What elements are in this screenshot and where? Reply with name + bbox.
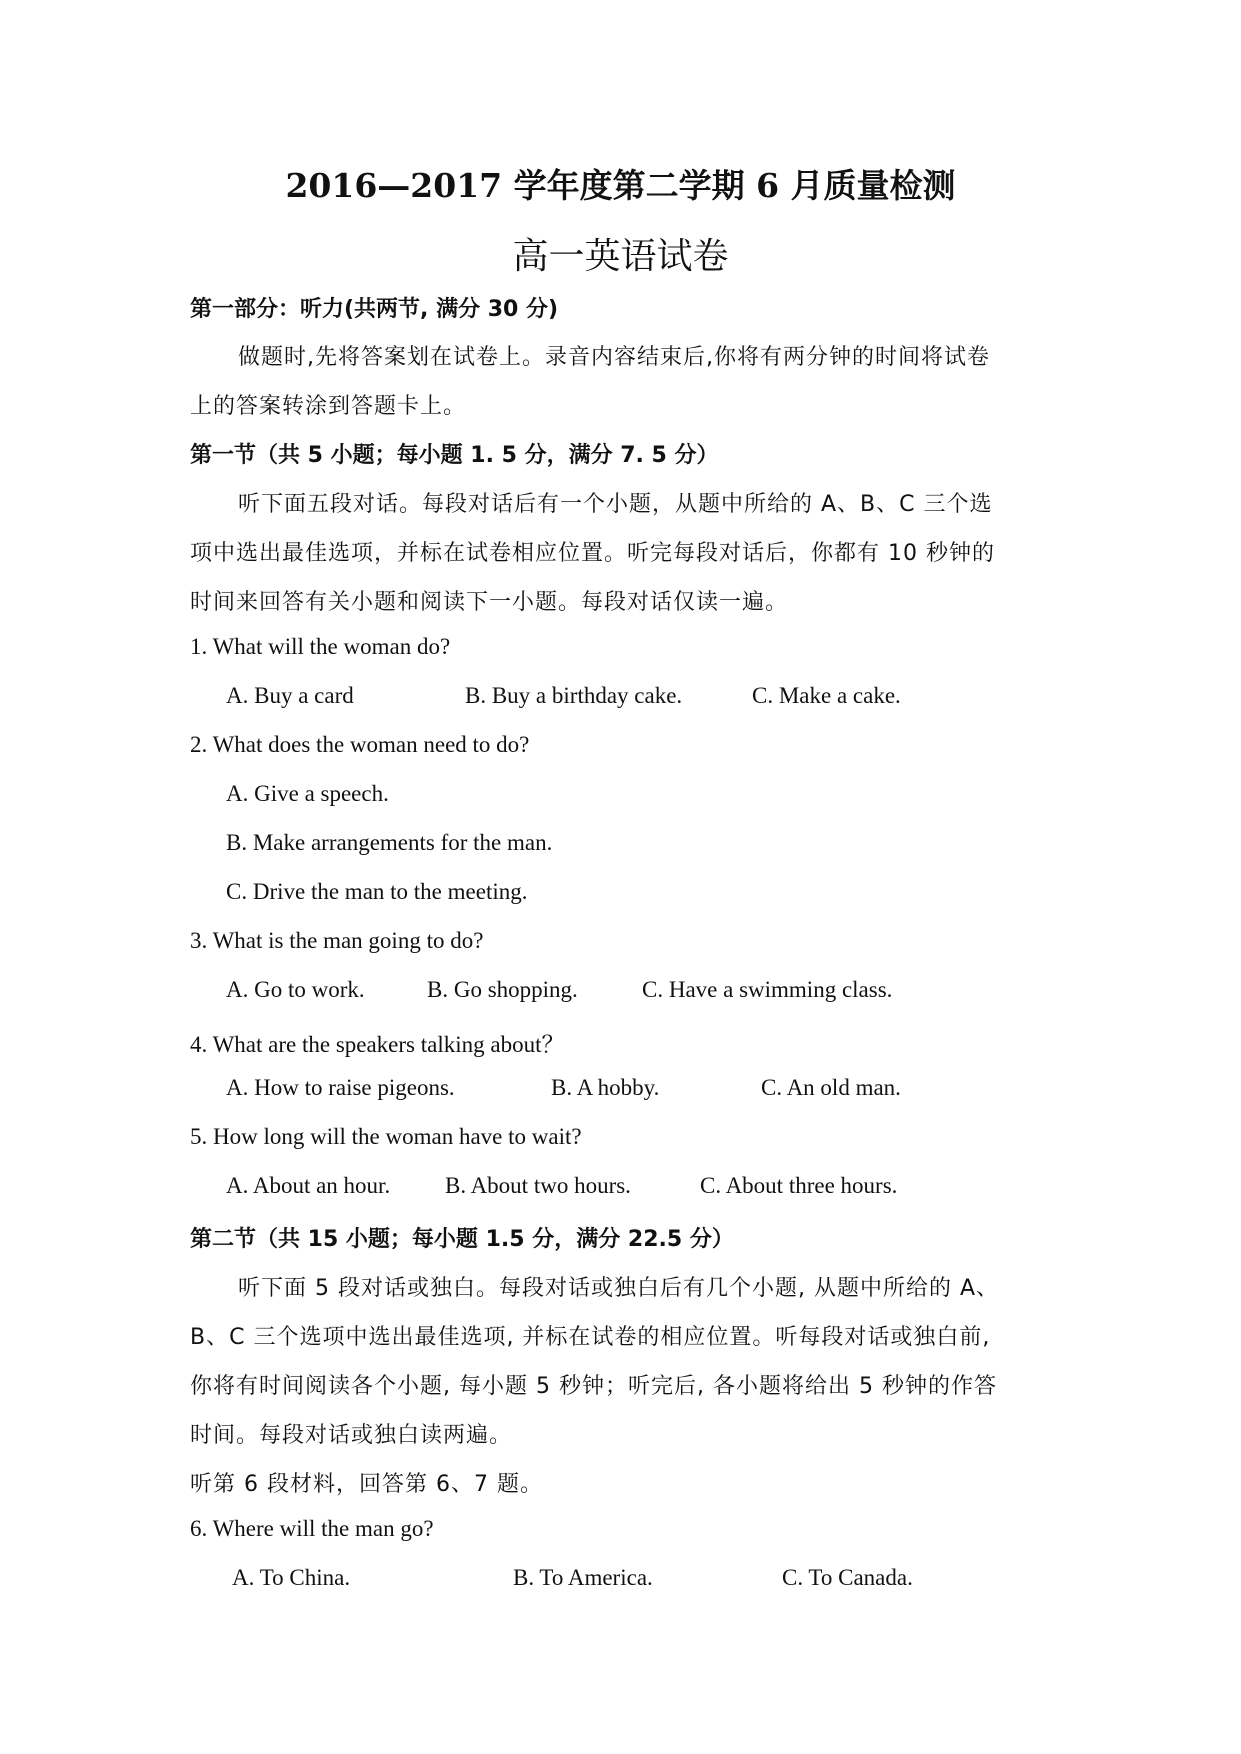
question-2-option-c: C. Drive the man to the meeting. bbox=[226, 879, 528, 904]
section2-instruction-line: B、C 三个选项中选出最佳选项, 并标在试卷的相应位置。听每段对话或独白前, bbox=[190, 1325, 991, 1350]
section2-instruction-line: 你将有时间阅读各个小题, 每小题 5 秒钟；听完后, 各小题将给出 5 秒钟的作答 bbox=[190, 1374, 997, 1399]
question-3-option-b: B. Go shopping. bbox=[427, 977, 578, 1002]
question-4: 4. What are the speakers talking about？ bbox=[190, 1032, 565, 1057]
exam-title: 2016—2017 学年度第二学期 6 月质量检测 bbox=[285, 166, 956, 205]
question-6-option-c: C. To Canada. bbox=[782, 1565, 913, 1590]
question-3-option-c: C. Have a swimming class. bbox=[642, 977, 893, 1002]
question-6-option-a: A. To China. bbox=[232, 1565, 351, 1590]
section1-heading: 第一节（共 5 小题；每小题 1. 5 分，满分 7. 5 分） bbox=[190, 443, 719, 468]
exam-subtitle: 高一英语试卷 bbox=[512, 236, 729, 277]
question-6: 6. Where will the man go? bbox=[190, 1516, 434, 1541]
section2-heading: 第二节（共 15 小题；每小题 1.5 分，满分 22.5 分） bbox=[190, 1227, 734, 1252]
material-6-label: 听第 6 段材料，回答第 6、7 题。 bbox=[190, 1472, 543, 1497]
question-1-option-c: C. Make a cake. bbox=[752, 683, 901, 708]
question-6-option-b: B. To America. bbox=[513, 1565, 653, 1590]
question-4-option-b: B. A hobby. bbox=[551, 1075, 660, 1100]
question-3: 3. What is the man going to do? bbox=[190, 928, 484, 953]
section2-instruction-line: 听下面 5 段对话或独白。每段对话或独白后有几个小题, 从题中所给的 A、 bbox=[238, 1276, 1000, 1301]
question-4-option-c: C. An old man. bbox=[761, 1075, 901, 1100]
question-5-option-a: A. About an hour. bbox=[226, 1173, 391, 1198]
question-5: 5. How long will the woman have to wait? bbox=[190, 1124, 582, 1149]
question-1: 1. What will the woman do? bbox=[190, 634, 451, 659]
part1-heading: 第一部分：听力(共两节, 满分 30 分) bbox=[190, 297, 559, 322]
question-1-option-a: A. Buy a card bbox=[226, 683, 354, 708]
part1-instruction-line: 上的答案转涂到答题卡上。 bbox=[190, 394, 467, 419]
question-2-option-a: A. Give a speech. bbox=[226, 781, 389, 806]
question-5-option-b: B. About two hours. bbox=[445, 1173, 631, 1198]
section1-instruction-line: 听下面五段对话。每段对话后有一个小题，从题中所给的 A、B、C 三个选 bbox=[238, 492, 993, 517]
section2-instruction-line: 时间。每段对话或独白读两遍。 bbox=[190, 1423, 513, 1448]
section1-instruction-line: 时间来回答有关小题和阅读下一小题。每段对话仅读一遍。 bbox=[190, 590, 789, 615]
part1-instruction-line: 做题时,先将答案划在试卷上。录音内容结束后,你将有两分钟的时间将试卷 bbox=[238, 345, 990, 370]
section1-instruction-line: 项中选出最佳选项，并标在试卷相应位置。听完每段对话后，你都有 10 秒钟的 bbox=[190, 541, 995, 566]
question-5-option-c: C. About three hours. bbox=[700, 1173, 898, 1198]
question-1-option-b: B. Buy a birthday cake. bbox=[465, 683, 683, 708]
question-3-option-a: A. Go to work. bbox=[226, 977, 365, 1002]
question-2: 2. What does the woman need to do? bbox=[190, 732, 530, 757]
question-4-option-a: A. How to raise pigeons. bbox=[226, 1075, 455, 1100]
question-2-option-b: B. Make arrangements for the man. bbox=[226, 830, 553, 855]
